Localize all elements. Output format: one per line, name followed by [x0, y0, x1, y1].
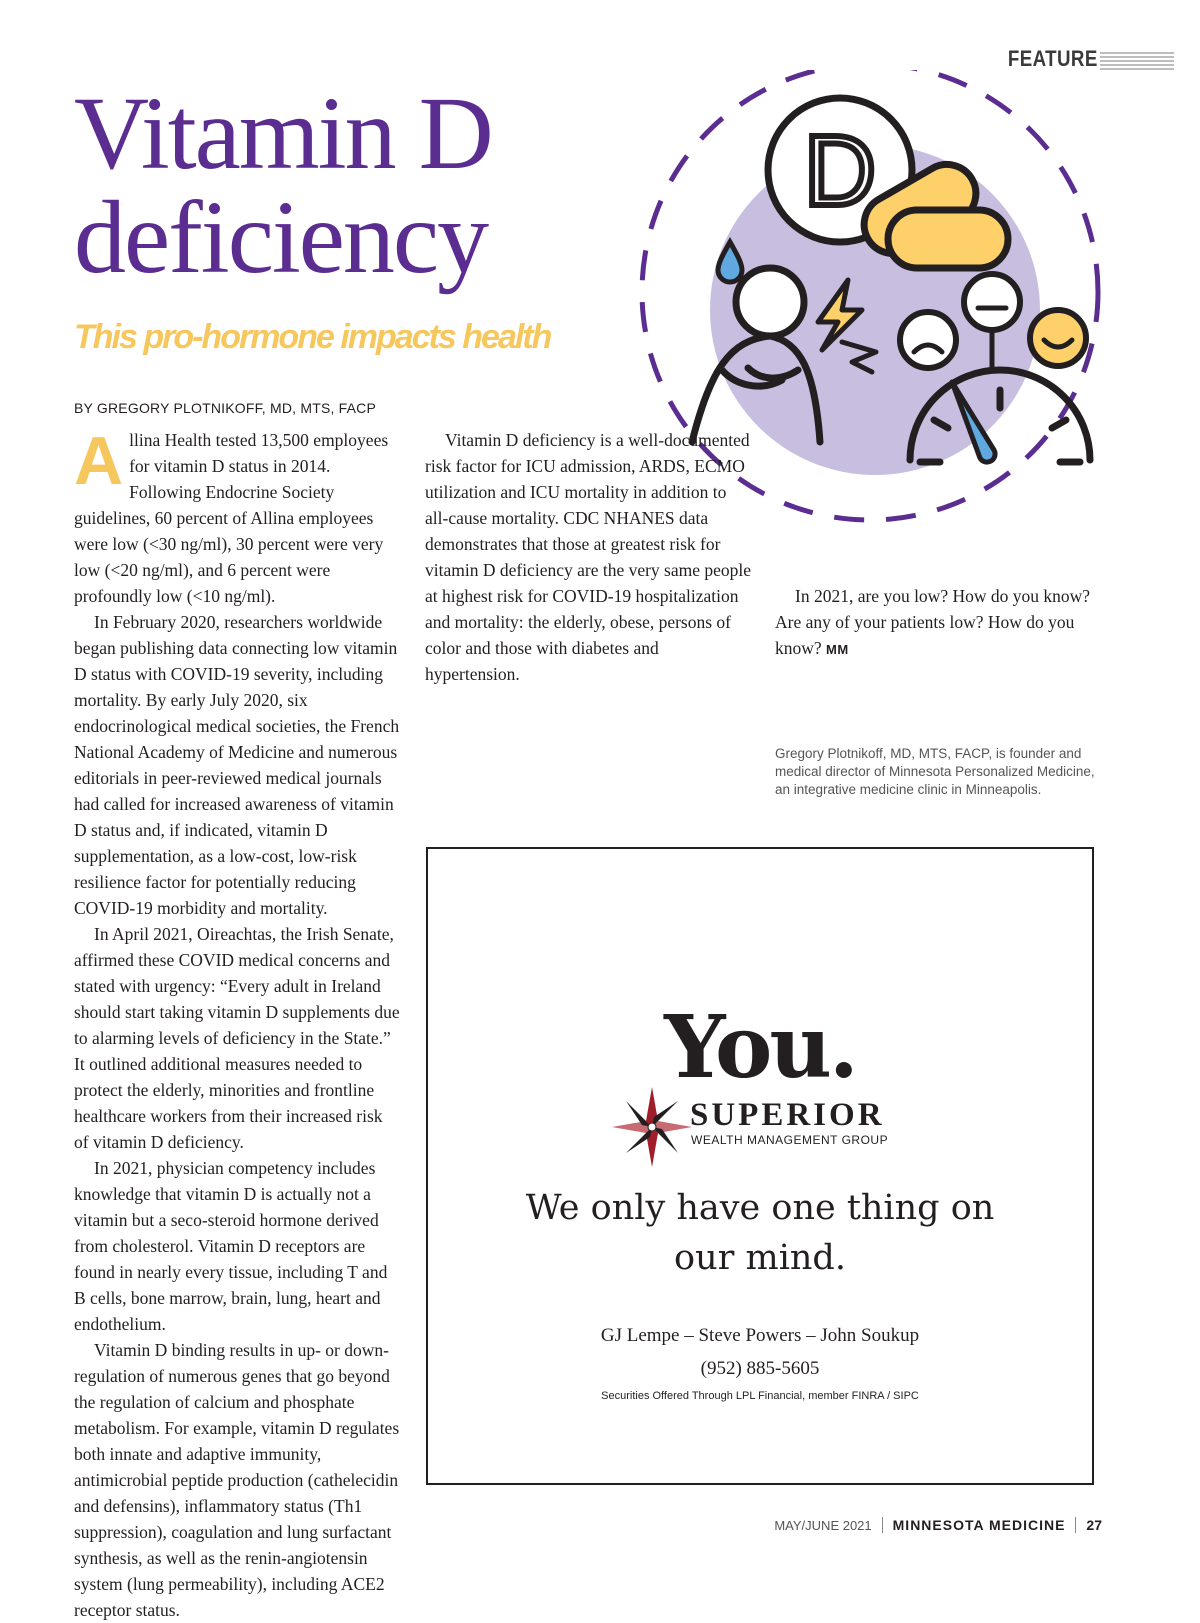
paragraph-7-text: In 2021, are you low? How do you know? Are any of your patients low? How do you know?: [775, 586, 1091, 658]
drop-cap: A: [74, 423, 124, 499]
ad-disclaimer: Securities Offered Through LPL Financial, member FINRA / SIPC: [601, 1390, 919, 1402]
article-title: [74, 76, 694, 295]
end-mark: MM: [826, 642, 849, 657]
paragraph-1: [74, 423, 400, 609]
paragraph-3: In April 2021, Oireachtas, the Irish Senate, affirmed these COVID medical concerns and stated with urgency: “Every adult in Ireland should start taking vitamin D supplements due to alarming levels of deficiency in the State.” It outlined additional measures needed to protect the elderly, minorities and frontline healthcare workers from their increased risk of vitamin D deficiency.: [74, 924, 400, 1152]
happy-face-icon: [1030, 310, 1086, 366]
sad-face-icon: [900, 312, 956, 368]
paragraph-7: [775, 583, 1105, 663]
compass-star-logo-icon: [612, 1087, 692, 1167]
ad-brand-name: SUPERIOR: [690, 1097, 885, 1133]
footer-divider: [1075, 1517, 1076, 1533]
paragraph-2: In February 2020, researchers worldwide began publishing data connecting low vitamin D status with COVID-19 severity, including mortality. By early July 2020, six endocrinological medical societies, the French National Academy of Medicine and numerous editorials in peer-reviewed medical journals had called for increased awareness of vitamin D status and, if indicated, vitamin D supplementation, as a low-cost, low-risk resilience factor for potentially reducing COVID-19 morbidity and mortality.: [74, 612, 400, 918]
page-number: 27: [1086, 1517, 1102, 1533]
ad-headline: You.: [664, 997, 856, 1098]
paragraph-4: In 2021, physician competency includes knowledge that vitamin D is actually not a vitamin but a seco-steroid hormone derived from cholesterol. Vitamin D receptors are found in nearly every tissue, including T and B cells, bone marrow, brain, lung, heart and endothelium.: [74, 1158, 388, 1334]
ad-tagline: [428, 1183, 1092, 1283]
article-subtitle: This pro-hormone impacts health: [74, 318, 551, 356]
advertisement[interactable]: [426, 847, 1094, 1485]
paragraph-1-text: llina Health tested 13,500 employees for vitamin D status in 2014. Following Endocrine Society guidelines, 60 percent of Allina employees were low (<30 ng/ml), 30 percent were very low (<20 ng/ml), and 6 percent were profoundly low (<10 ng/ml).: [74, 430, 389, 606]
paragraph-6: Vitamin D deficiency is a well-documented risk factor for ICU admission, ARDS, ECMO utilization and ICU mortality in addition to all-cause mortality. CDC NHANES data demonstrates that those at greatest risk for vitamin D deficiency are the very same people at highest risk for COVID-19 hospitalization and mortality: the elderly, obese, persons of color and those with diabetes and hypertension.: [425, 430, 752, 684]
article-column-2: [425, 427, 753, 687]
ad-brand-subtitle: WEALTH MANAGEMENT GROUP: [691, 1133, 889, 1147]
footer-issue: MAY/JUNE 2021: [774, 1517, 872, 1533]
paragraph-5: Vitamin D binding results in up- or down-regulation of numerous genes that go beyond the regulation of calcium and phosphate metabolism. For example, vitamin D regulates both innate and adaptive immunity, antimicrobial peptide production (cathelecidin and defensins), inflammatory status (Th1 suppression), coagulation and lung surfactant synthesis, as well as the renin-angiotensin system (lung permeability), including ACE2 receptor status.: [74, 1340, 400, 1620]
footer-divider: [882, 1517, 883, 1533]
section-label: FEATURE: [1008, 46, 1098, 71]
article-byline: BY GREGORY PLOTNIKOFF, MD, MTS, FACP: [74, 400, 377, 416]
ad-advisor-names: GJ Lempe – Steve Powers – John Soukup: [600, 1325, 920, 1346]
article-column-1: [74, 423, 400, 1623]
author-bio: Gregory Plotnikoff, MD, MTS, FACP, is founder and medical director of Minnesota Personalized Medicine, an integrative medicine clinic in Minneapolis.: [775, 746, 1095, 797]
ad-phone-number[interactable]: (952) 885-5605: [700, 1358, 820, 1379]
footer-magazine-name: MINNESOTA MEDICINE: [892, 1517, 1066, 1533]
article-title-line-1: Vitamin D: [74, 76, 492, 191]
ad-tagline-line-1: We only have one thing on: [525, 1188, 995, 1228]
section-decor-bar: [1100, 52, 1174, 70]
page-footer: [774, 1517, 1102, 1533]
vitamin-d-letter: D: [803, 115, 877, 227]
article-column-3: [775, 583, 1105, 663]
article-title-line-2: deficiency: [74, 180, 488, 295]
ad-tagline-line-2: our mind.: [674, 1238, 846, 1278]
